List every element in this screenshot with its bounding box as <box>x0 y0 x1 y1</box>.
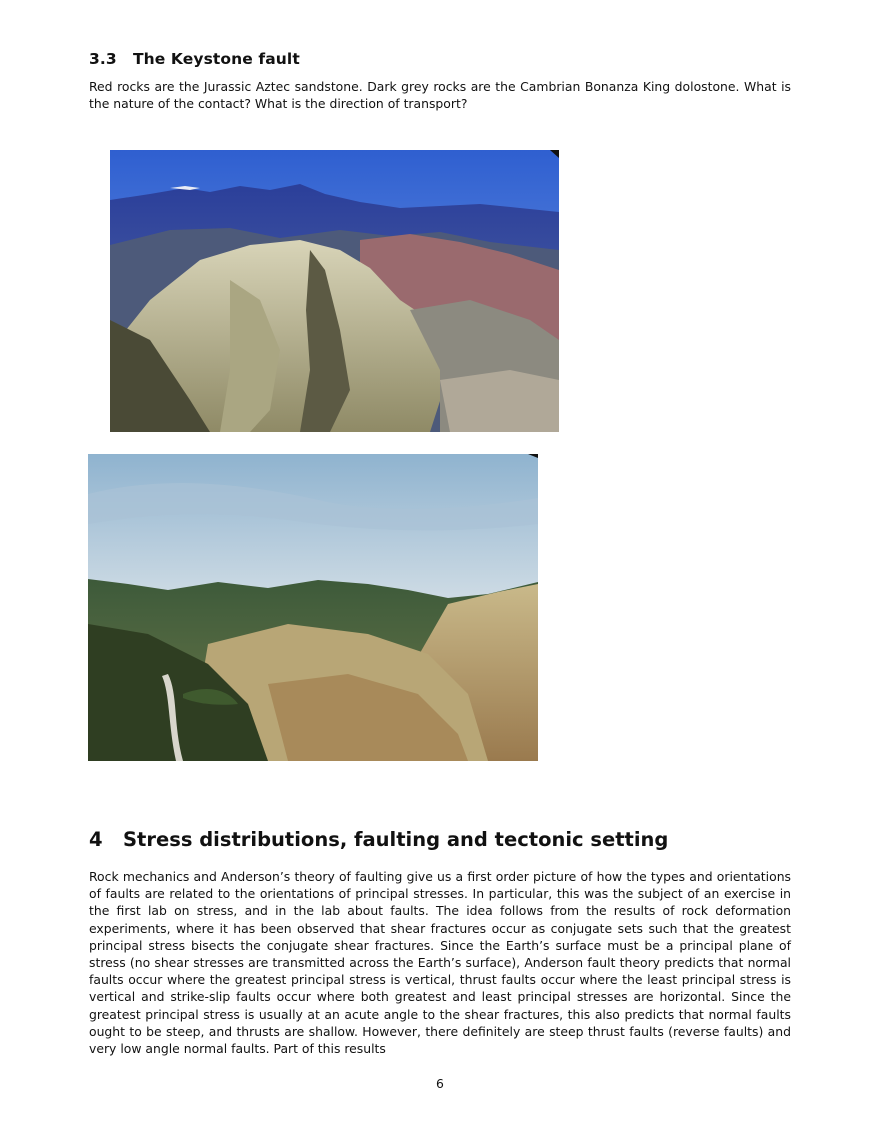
section-heading-3-3 <box>89 50 300 68</box>
landscape-photo-keystone-area <box>88 454 538 761</box>
page-number: 6 <box>436 1076 444 1091</box>
aerial-photo-keystone-fault <box>110 150 559 432</box>
section-heading-4 <box>89 828 668 851</box>
section-4-paragraph: Rock mechanics and Anderson’s theory of faulting give us a first order picture of how the types and orientations of faults are related to the orientations of principal stresses. In particular, this was the subject of an exercise in the first lab on stress, and in the lab about faults. The idea follows from the results of rock deformation experiments, where it has been observed that shear fractures occur as conjugate sets such that the greatest principal stress bisects the conjugate shear fractures. Since the Earth’s surface must be a principal plane of stress (no shear stresses are transmitted across the Earth’s surface), Anderson fault theory predicts that normal faults occur where the greatest principal stress is vertical, thrust faults occur where the least principal stress is vertical and strike-slip faults occur where both greatest and least principal stresses are horizontal. Since the greatest principal stress is usually at an acute angle to the shear fractures, this also predicts that normal faults ought to be steep, and thrusts are shallow. However, there definitely are steep thrust faults (reverse faults) and very low angle normal faults. Part of this results <box>89 869 791 1057</box>
section-3-3-paragraph: Red rocks are the Jurassic Aztec sandstone. Dark grey rocks are the Cambrian Bonanza King dolostone. What is the nature of the contact? What is the direction of transport? <box>89 79 791 111</box>
section-title: The Keystone fault <box>133 50 300 68</box>
section-title: Stress distributions, faulting and tectonic setting <box>123 828 669 851</box>
section-number: 3.3 <box>89 50 117 68</box>
section-number: 4 <box>89 828 103 851</box>
